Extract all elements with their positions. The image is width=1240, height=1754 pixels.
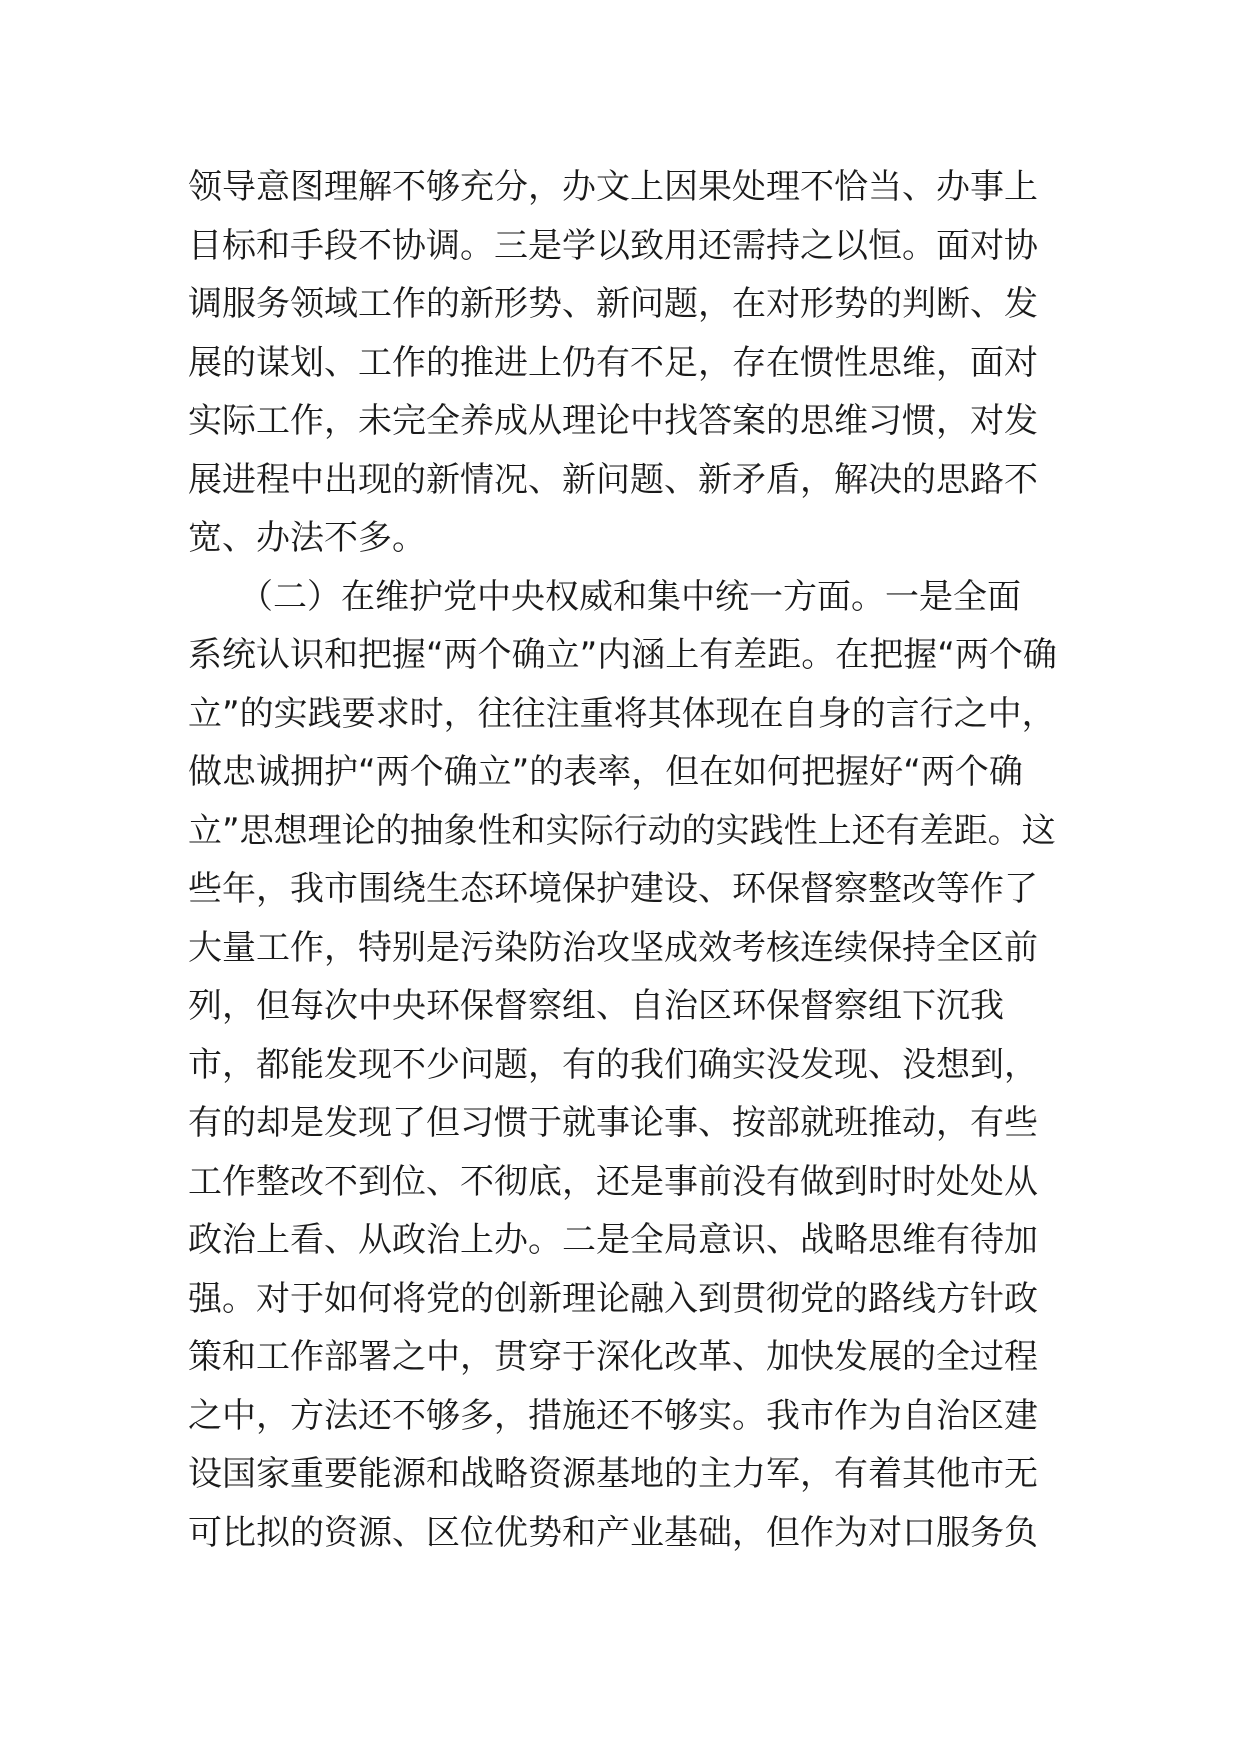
section-heading-line: （二）在维护党中央权威和集中统一方面。一是全面 — [188, 576, 1021, 617]
text-line: 大量工作，特别是污染防治攻坚成效考核连续保持全区前 — [188, 927, 1038, 968]
text-line: 做忠诚拥护“两个确立”的表率，但在如何把握好“两个确 — [188, 752, 1023, 792]
text-line: 有的却是发现了但习惯于就事论事、按部就班推动，有些 — [188, 1103, 1038, 1143]
text-line: 立”思想理论的抽象性和实际行动的实践性上还有差距。这 — [188, 810, 1056, 851]
text-line: 目标和手段不协调。三是学以致用还需持之以恒。面对协 — [188, 225, 1038, 266]
text-line: 展的谋划、工作的推进上仍有不足，存在惯性思维，面对 — [188, 342, 1038, 383]
text-line: 之中，方法还不够多，措施还不够实。我市作为自治区建 — [188, 1395, 1038, 1436]
body-text — [188, 158, 1068, 1562]
text-line: 列，但每次中央环保督察组、自治区环保督察组下沉我 — [188, 986, 1004, 1026]
text-line: 策和工作部署之中，贯穿于深化改革、加快发展的全过程 — [188, 1337, 1038, 1377]
text-line: 展进程中出现的新情况、新问题、新矛盾，解决的思路不 — [188, 459, 1038, 500]
text-line: 市，都能发现不少问题，有的我们确实没发现、没想到， — [188, 1044, 1038, 1085]
text-line: 立”的实践要求时，往往注重将其体现在自身的言行之中， — [188, 693, 1056, 734]
text-line: 些年，我市围绕生态环境保护建设、环保督察整改等作了 — [188, 869, 1038, 909]
text-line: 实际工作，未完全养成从理论中找答案的思维习惯，对发 — [188, 401, 1038, 441]
text-line: 政治上看、从政治上办。二是全局意识、战略思维有待加 — [188, 1220, 1038, 1260]
text-line: 可比拟的资源、区位优势和产业基础，但作为对口服务负 — [188, 1512, 1038, 1553]
text-line: 工作整改不到位、不彻底，还是事前没有做到时时处处从 — [188, 1161, 1038, 1202]
text-line: 领导意图理解不够充分，办文上因果处理不恰当、办事上 — [188, 167, 1038, 207]
text-line: 强。对于如何将党的创新理论融入到贯彻党的路线方针政 — [188, 1278, 1038, 1319]
text-line: 设国家重要能源和战略资源基地的主力军，有着其他市无 — [188, 1454, 1038, 1494]
text-line: 系统认识和把握“两个确立”内涵上有差距。在把握“两个确 — [188, 635, 1057, 675]
text-line: 调服务领域工作的新形势、新问题，在对形势的判断、发 — [188, 284, 1038, 324]
text-line: 宽、办法不多。 — [188, 518, 426, 558]
